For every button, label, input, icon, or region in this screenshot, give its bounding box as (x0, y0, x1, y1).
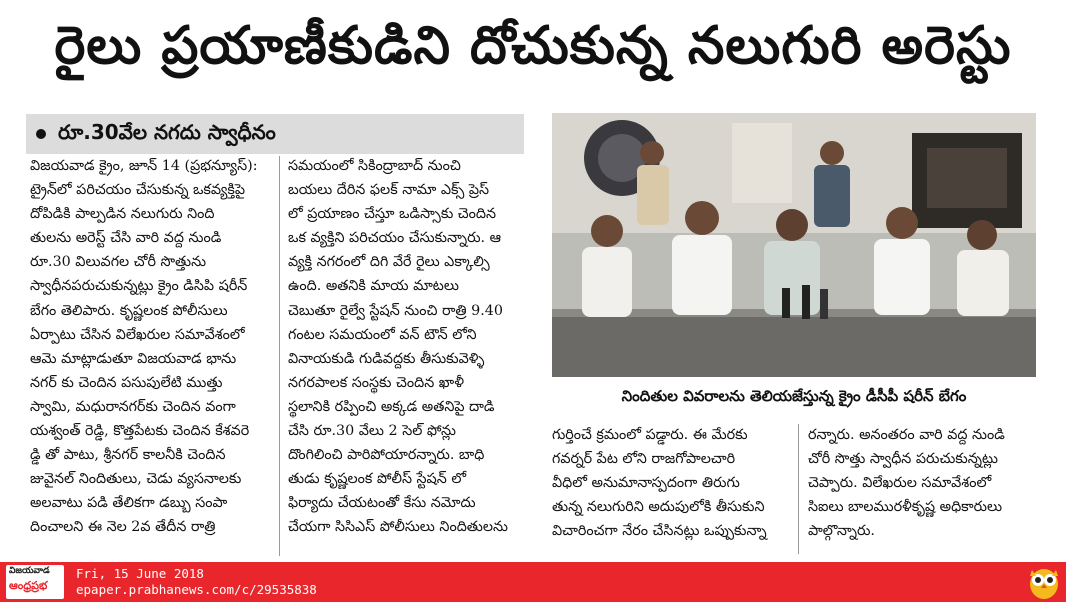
text-line: వినాయకుడి గుడివద్దకు తీసుకువెళ్ళి (288, 350, 485, 367)
text-line: చెప్పారు. విలేఖరుల సమావేశంలో (808, 475, 992, 492)
epaper-url[interactable]: epaper.prabhanews.com/c/29535838 (76, 582, 317, 597)
subheading-text: రూ.30వేల నగదు స్వాధీనం (58, 119, 276, 144)
text-line: జువైనల్ నిందితులు, చెడు వ్యసనాలకు (30, 471, 242, 488)
article-headline: రైలు ప్రయాణీకుడిని దోచుకున్న నలుగురి అరెస్టు (54, 15, 1012, 76)
text-line: నగర్ కు చెందిన పసుపులేటి ముత్తు (30, 374, 223, 391)
text-line: డ్డి తో పాటు, శ్రీనగర్ కాలనీకి చెందిన (30, 447, 226, 464)
photo-caption: నిందితుల వివరాలను తెలియజేస్తున్న క్రైం డీసీపీ షరీన్ బేగం (621, 387, 967, 405)
text-line: గవర్నర్ పేట లోని రాజగోపాలచారి (552, 451, 736, 468)
text-line: రూ.30 విలువగల చోరీ సొత్తును (30, 254, 207, 271)
text-line: విజయవాడ క్రైం, జూన్ 14 (ప్రభన్యూస్): (30, 158, 258, 174)
newspaper-logo[interactable] (6, 565, 64, 599)
text-line: బేగం తెలిపారు. కృష్ణలంక పోలీసులు (30, 302, 228, 319)
text-line: ఉంది. అతనికి మాయ మాటలు (288, 278, 459, 295)
text-line: గుర్తించే క్రమంలో పడ్డారు. ఈ మేరకు (552, 427, 748, 443)
text-line: తులను అరెస్ట్ చేసి వారి వద్ద నుండి (30, 230, 222, 247)
text-line: యశ్వంత్ రెడ్డి, కొత్తపేటకు చెందిన కేశవరె (30, 423, 250, 440)
logo-edition: విజయవాడ (9, 566, 50, 576)
text-line: ఒక వ్యక్తిని పరిచయం చేసుకున్నారు. ఆ (288, 230, 502, 247)
owl-mascot-icon (1026, 564, 1062, 600)
text-line: చేసి రూ.30 వేలు 2 సెల్ ఫోన్లు (288, 423, 457, 440)
text-line: రన్నారు. అనంతరం వారి వద్ద నుండి (808, 427, 1005, 443)
article-column-2 (288, 154, 526, 540)
article-column-4 (808, 423, 1044, 543)
text-line: లో ప్రయాణం చేస్తూ ఒడిస్సాకు చెందిన (288, 206, 497, 223)
text-line: చెబుతూ రైల్వే స్టేషన్ నుంచి రాత్రి 9.40 (288, 302, 503, 319)
text-line: దించాలని ఈ నెల 2వ తేదీన రాత్రి (30, 519, 216, 536)
text-line: సిఐలు బాలమురళీకృష్ణ అధికారులు (808, 499, 1003, 516)
text-line: వ్యక్తి నగరంలో దిగి వేరే రైలు ఎక్కాల్సి (288, 254, 490, 271)
text-line: బయలు దేరిన ఫలక్ నామా ఎక్స్ ప్రెస్ (288, 182, 490, 199)
text-line: స్వాధీనపరుచుకున్నట్లు క్రైం డిసిపి షరీన్ (30, 278, 248, 295)
text-line: చేయగా సిసిఎస్ పోలీసులు నిందితులను (288, 519, 508, 536)
column-divider (279, 156, 280, 556)
text-line: పాల్గొన్నారు. (808, 523, 875, 540)
edition-date: Fri, 15 June 2018 (76, 566, 204, 581)
article-subheading (26, 114, 524, 154)
text-line: ఆమె మాట్లాడుతూ విజయవాడ భాను (30, 350, 237, 367)
text-line: చోరీ సొత్తు స్వాధీన పరుచుకున్నట్లు (808, 451, 998, 468)
press-conference-photo (552, 113, 1036, 377)
logo-title: ఆంధ్రప్రభ (9, 579, 48, 592)
text-line: దొంగిలించి పారిపోయారన్నారు. బాధి (288, 447, 485, 464)
text-line: తున్న నలుగురిని అదుపులోకి తీసుకుని (552, 499, 765, 516)
text-line: స్వామి, మధురానగర్‌కు చెందిన వంగా (30, 398, 236, 415)
text-line: తుడు కృష్ణలంక పోలీస్ స్టేషన్ లో (288, 471, 467, 488)
text-line: సమయంలో సికింద్రాబాద్ నుంచి (288, 158, 461, 174)
text-line: గంటల సమయంలో వన్ టౌన్ లోని (288, 326, 477, 343)
column-divider (798, 424, 799, 554)
text-line: ఫిర్యాదు చేయటంతో కేసు నమోదు (288, 495, 476, 512)
text-line: విచారించగా నేరం చేసినట్లు ఒప్పుకున్నా (552, 523, 767, 540)
article-column-1 (30, 154, 272, 540)
text-line: వీధిలో అనుమానాస్పదంగా తిరుగు (552, 475, 740, 492)
text-line: ఏర్పాటు చేసిన విలేఖరుల సమావేశంలో (30, 326, 245, 343)
text-line: స్థలానికి రప్పించి అక్కడ అతనిపై దాడి (288, 398, 495, 415)
text-line: దోపిడికి పాల్పడిన నలుగురు నింది (30, 206, 215, 223)
bullet-icon (36, 129, 46, 139)
text-line: ట్రైన్‌లో పరిచయం చేసుకున్న ఒకవ్యక్తిపై (30, 182, 246, 199)
text-line: నగరపాలక సంస్థకు చెందిన ఖాళీ (288, 374, 465, 391)
text-line: అలవాటు పడి తేలికగా డబ్బు సంపా (30, 495, 228, 512)
article-column-3 (552, 423, 788, 543)
